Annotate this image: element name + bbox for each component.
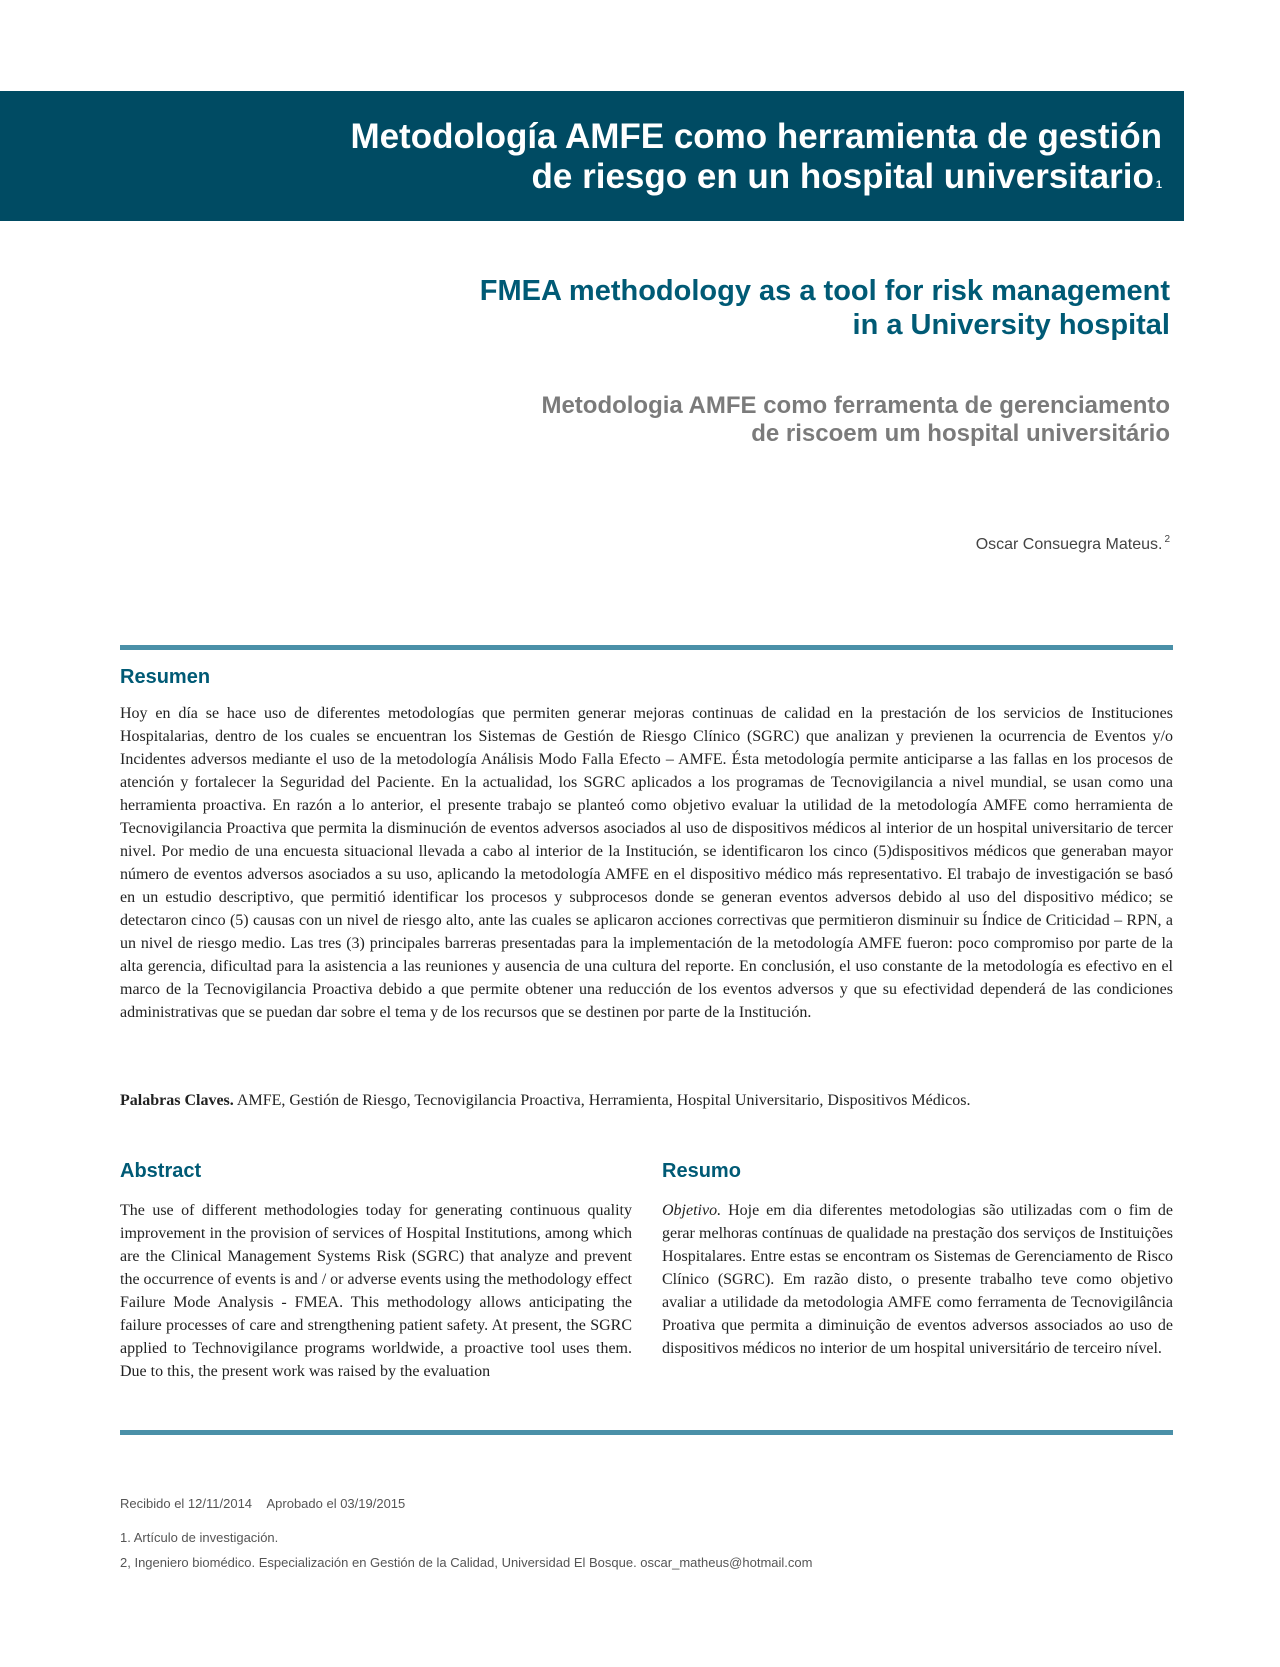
portuguese-title-line-2: de riscoem um hospital universitário (751, 420, 1170, 447)
resumo-lead: Objetivo. (662, 1202, 722, 1219)
footnote-1: 1. Artículo de investigación. (120, 1530, 279, 1545)
page-title (162, 117, 1162, 197)
bottom-rule (120, 1430, 1173, 1435)
resumo-heading: Resumo (662, 1160, 741, 1182)
english-title-line-1: FMEA methodology as a tool for risk management (479, 275, 1170, 307)
resumo-body: Hoje em dia diferentes metodologias são utilizadas com o fim de gerar melhoras contínuas de qualidade na prestação dos serviços de Instituições Hospitalares. Entre estas se encontram os Sistemas de Gerenciamento de Risco Clínico (SGRC). Em razão disto, o presente trabalho teve como objetivo avaliar a utilidade da metodologia AMFE como ferramenta de Tecnovigilância Proativa que permita a diminuição de eventos adversos associados ao uso de dispositivos médicos no interior de um hospital universitário de terceiro nível. (662, 1202, 1174, 1357)
approved-date: Aprobado el 03/19/2015 (266, 1496, 406, 1511)
resumen-heading: Resumen (120, 666, 211, 688)
english-title-line-2: in a University hospital (852, 309, 1170, 341)
top-rule (120, 645, 1173, 650)
title-line-2-text: de riesgo en un hospital universitario (531, 157, 1154, 196)
resumen-text: Hoy en día se hace uso de diferentes metodologías que permiten generar mejoras continuas de calidad en la prestación de los servicios de Instituciones Hospitalarias, dentro de los cuales se encuentran los Sistemas de Gestión de Riesgo Clínico (SGRC) que analizan y previenen la ocurrencia de Eventos y/o Incidentes adversos mediante el uso de la metodología Análisis Modo Falla Efecto – AMFE. Ésta metodología permite anticiparse a las fallas en los procesos de atención y fortalecer la Seguridad del Paciente. En la actualidad, los SGRC aplicados a los programas de Tecnovigilancia a nivel mundial, se usan como una herramienta proactiva. En razón a lo anterior, el presente trabajo se planteó como objetivo evaluar la utilidad de la metodología AMFE como herramienta de Tecnovigilancia Proactiva que permita la disminución de eventos adversos asociados al uso de dispositivos médicos al interior de un hospital universitario de tercer nivel. Por medio de una encuesta situacional llevada a cabo al interior de la Institución, se identificaron los cinco (5)dispositivos médicos que generaban mayor número de eventos adversos asociados a su uso, aplicando la metodología AMFE en el dispositivo médico más representativo. El trabajo de investigación se basó en un estudio descriptivo, que permitió identificar los procesos y subprocesos donde se generan eventos adversos debido al uso del dispositivo médico; se detectaron cinco (5) causas con un nivel de riesgo alto, ante las cuales se aplicaron acciones correctivas que permitieron disminuir su Índice de Criticidad – RPN, a un nivel de riesgo medio. Las tres (3) principales barreras presentadas para la implementación de la metodología AMFE fueron: poco compromiso por parte de la alta gerencia, dificultad para la asistencia a las reuniones y ausencia de una cultura del reporte. En conclusión, el uso constante de la metodología es efectivo en el marco de la Tecnovigilancia Proactiva debido a que permite obtener una reducción de los eventos adversos y que su efectividad dependerá de las condiciones administrativas que se puedan dar sobre el tema y de los recursos que se destinen por parte de la Institución. (120, 705, 1173, 1021)
keywords-label: Palabras Claves. (120, 1092, 234, 1109)
title-band (0, 91, 1184, 221)
author-line (570, 536, 1170, 554)
abstract-text: The use of different methodologies today for generating continuous quality improvement in the provision of services of Hospital Institutions, among which are the Clinical Management Systems Risk (SGRC) that analyze and prevent the occurrence of events is and / or adverse events using the methodology effect Failure Mode Analysis - FMEA. This methodology allows anticipating the failure processes of care and strengthening patient safety. At present, the SGRC applied to Technovigilance programs worldwide, a proactive tool uses them. Due to this, the present work was raised by the evaluation (120, 1202, 632, 1380)
resumo-text (662, 1199, 1173, 1360)
author-footnote-mark: 2 (1164, 534, 1170, 545)
portuguese-title-line-1: Metodologia AMFE como ferramenta de gerenciamento (541, 392, 1170, 419)
dates-line (120, 1496, 405, 1511)
title-line-1: Metodología AMFE como herramienta de gestión (350, 117, 1162, 156)
title-line-2 (162, 157, 1162, 197)
portuguese-title (270, 392, 1170, 448)
received-date: Recibido el 12/11/2014 (120, 1496, 253, 1511)
title-footnote-mark: 1 (1155, 179, 1162, 191)
abstract-heading: Abstract (120, 1160, 202, 1182)
keywords (120, 1089, 1173, 1112)
english-title (270, 274, 1170, 342)
keywords-text: AMFE, Gestión de Riesgo, Tecnovigilancia Proactiva, Herramienta, Hospital Universitario, Dispositivos Médicos. (236, 1092, 971, 1109)
footnote-2: 2, Ingeniero biomédico. Especialización en Gestión de la Calidad, Universidad El Bosque. oscar_matheus@hotmail.com (120, 1555, 813, 1570)
author-name: Oscar Consuegra Mateus. (975, 536, 1163, 553)
